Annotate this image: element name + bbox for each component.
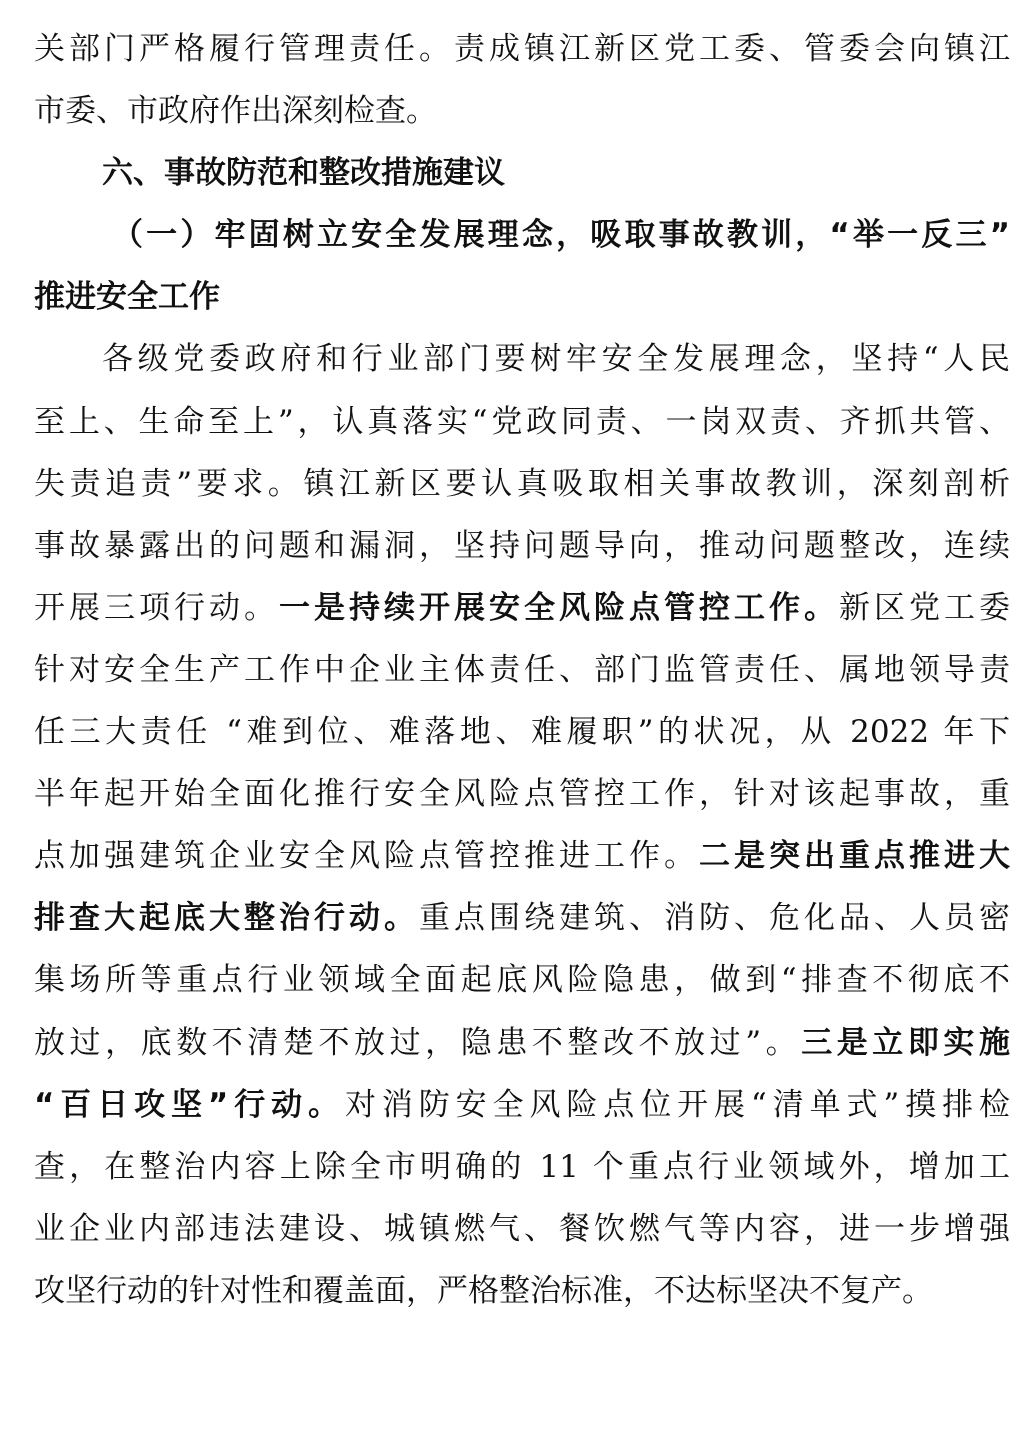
document-page bbox=[34, 18, 1010, 1322]
section-heading: 六、事故防范和整改措施建议 bbox=[102, 155, 505, 192]
text-line: 至上、生命至上”，认真落实“党政同责、一岗双责、齐抓共管、 bbox=[34, 403, 1010, 440]
bold-text: 一是持续开展安全风险点管控工作。 bbox=[279, 589, 839, 626]
subsection-heading: （一）牢固树立安全发展理念，吸取事故教训，“举一反三” bbox=[112, 217, 1010, 254]
text-line: 失责追责”要求。镇江新区要认真吸取相关事故教训，深刻剖析 bbox=[34, 465, 1010, 502]
bold-text: 二是突出重点推进大 bbox=[699, 838, 1010, 875]
plain-text: 对消防安全风险点位开展“清单式”摸排检 bbox=[344, 1086, 1010, 1123]
text-line-mixed bbox=[34, 887, 1010, 949]
text-line: 针对安全生产工作中企业主体责任、部门监管责任、属地领导责 bbox=[34, 651, 1010, 688]
subsection-heading-continued: 推进安全工作 bbox=[34, 279, 220, 316]
text-line-mixed bbox=[34, 577, 1010, 639]
plain-text: 点加强建筑企业安全风险点管控推进工作。 bbox=[34, 838, 699, 875]
bold-text: “百日攻坚”行动。 bbox=[34, 1086, 345, 1123]
text-line: 各级党委政府和行业部门要树牢安全发展理念，坚持“人民 bbox=[102, 341, 1010, 378]
plain-text: 放过，底数不清楚不放过，隐患不整改不放过”。 bbox=[34, 1024, 802, 1061]
text-line-mixed bbox=[34, 1074, 1010, 1136]
bold-text: 排查大起底大整治行动。 bbox=[34, 900, 419, 937]
plain-text: 新区党工委 bbox=[839, 589, 1010, 626]
text-line: 事故暴露出的问题和漏洞，坚持问题导向，推动问题整改，连续 bbox=[34, 527, 1010, 564]
plain-text: 重点围绕建筑、消防、危化品、人员密 bbox=[419, 900, 1010, 937]
text-line: 查，在整治内容上除全市明确的 11 个重点行业领域外，增加工 bbox=[34, 1148, 1010, 1185]
text-line: 业企业内部违法建设、城镇燃气、餐饮燃气等内容，进一步增强 bbox=[34, 1210, 1010, 1247]
text-line: 市委、市政府作出深刻检查。 bbox=[34, 93, 437, 130]
text-line-mixed bbox=[34, 1012, 1010, 1074]
text-line: 攻坚行动的针对性和覆盖面，严格整治标准，不达标坚决不复产。 bbox=[34, 1272, 933, 1309]
plain-text: 开展三项行动。 bbox=[34, 589, 279, 626]
text-line: 关部门严格履行管理责任。责成镇江新区党工委、管委会向镇江 bbox=[34, 31, 1010, 67]
text-line-mixed bbox=[34, 825, 1010, 887]
bold-text: 三是立即实施 bbox=[801, 1024, 1010, 1061]
text-line: 半年起开始全面化推行安全风险点管控工作，针对该起事故，重 bbox=[34, 776, 1010, 813]
text-line: 集场所等重点行业领域全面起底风险隐患，做到“排查不彻底不 bbox=[34, 962, 1010, 999]
text-line: 任三大责任 “难到位、难落地、难履职”的状况，从 2022 年下 bbox=[34, 714, 1010, 751]
